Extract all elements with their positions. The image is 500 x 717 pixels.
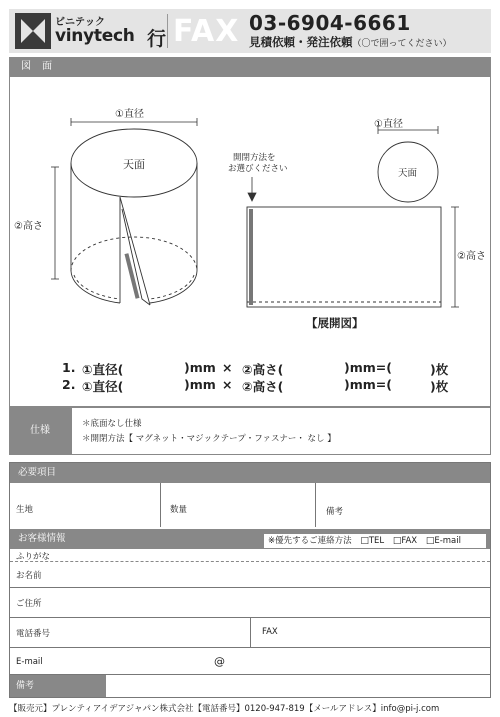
order-line-height: ②高さ( — [242, 379, 284, 394]
order-line-unit: )枚 — [430, 362, 449, 377]
order-line-mm1: )mm — [184, 377, 216, 392]
cylinder-diameter-label: ①直径 — [115, 109, 144, 120]
cylinder-top-label: 天面 — [123, 158, 145, 171]
fabric-label: 生地 — [16, 505, 34, 515]
pref-email-label: E-mail — [434, 536, 461, 546]
development-height-label: ②高さ — [457, 251, 486, 262]
quantity-label: 数量 — [170, 505, 188, 515]
required-section — [9, 462, 491, 698]
header-bar — [9, 9, 491, 53]
pref-fax-label: FAX — [401, 536, 418, 546]
remarks-label: 備考 — [326, 507, 344, 517]
logo-addressee-suffix: 行 — [147, 28, 167, 50]
order-line-height: ②高さ( — [242, 362, 284, 377]
divider — [160, 483, 161, 527]
checkbox-icon: □ — [392, 536, 402, 546]
order-line-number: 1. — [62, 360, 76, 375]
order-line-times: × — [222, 377, 233, 392]
order-line-diameter: ①直径( — [82, 362, 124, 377]
development-diameter-label: ①直径 — [374, 119, 403, 130]
drawing-section — [9, 77, 491, 407]
divider — [10, 587, 490, 588]
logo-kana: ビニテック — [55, 17, 105, 28]
order-line-mm2: )mm=( — [344, 360, 392, 375]
order-line-number: 2. — [62, 377, 76, 392]
phone-label: 電話番号 — [16, 629, 51, 639]
cylinder-height-dim — [51, 167, 59, 279]
spec-label: 仕様 — [9, 407, 71, 455]
contact-pref-label: ※優先するご連絡方法 — [268, 536, 352, 546]
drawing-section-title: 図 面 — [9, 57, 491, 77]
development-top-label: 天面 — [398, 168, 418, 179]
cylinder-diagram — [10, 77, 490, 407]
email-label: E-mail — [16, 657, 43, 667]
furigana-divider — [10, 561, 490, 562]
order-line-times: × — [222, 360, 233, 375]
development-caption: 【展開図】 — [306, 316, 364, 330]
divider — [250, 617, 251, 647]
spec-bottomless: ＊底面なし仕様 — [82, 419, 142, 429]
form-purpose-text: 見積依頼・発注依頼 — [249, 35, 353, 49]
order-line-unit: )枚 — [430, 379, 449, 394]
spec-closure-options[interactable]: ＊開閉方法【 マグネット・マジックテープ・ファスナー・ なし 】 — [82, 434, 336, 444]
header-divider — [167, 14, 168, 48]
address-label: ご住所 — [16, 599, 42, 609]
divider — [315, 483, 316, 527]
pref-email-checkbox[interactable] — [426, 536, 461, 546]
name-label: お名前 — [16, 571, 42, 581]
order-line-mm2: )mm=( — [344, 377, 392, 392]
logo-name: vinytech — [55, 26, 135, 46]
furigana-label: ふりがな — [16, 552, 51, 562]
closure-strip-development — [249, 209, 253, 305]
divider — [10, 647, 490, 648]
required-title: 必要項目 — [10, 463, 490, 483]
fax-number: 03-6904-6661 — [249, 11, 411, 35]
fax-label: FAX — [173, 14, 240, 49]
contact-preference — [264, 534, 486, 548]
spec-box — [71, 407, 491, 455]
checkbox-icon: □ — [425, 536, 435, 546]
form-purpose-note: （〇で囲ってください） — [352, 39, 452, 49]
cylinder-height-label: ②高さ — [14, 221, 43, 232]
closure-note-line1: 開閉方法を — [233, 153, 276, 163]
checkbox-icon: □ — [360, 536, 369, 546]
vinytech-logo-icon — [15, 13, 51, 49]
email-at-mark: @ — [214, 655, 225, 668]
order-line-diameter: ①直径( — [82, 379, 124, 394]
pref-tel-checkbox[interactable] — [360, 536, 384, 546]
closure-note-line2: お選びください — [228, 164, 288, 174]
form-purpose — [249, 34, 452, 50]
pref-tel-label: TEL — [368, 536, 385, 546]
customer-info-title: お客様情報 — [10, 529, 490, 549]
footer-seller-info: 【販売元】プレンティアイデアジャパン株式会社【電話番号】0120-947-819【メールアドレス】info@pi-j.com — [9, 704, 440, 714]
fax-field-label: FAX — [262, 627, 278, 637]
order-line-mm1: )mm — [184, 360, 216, 375]
pref-fax-checkbox[interactable] — [393, 536, 417, 546]
notes-label: 備考 — [10, 675, 106, 697]
closure-arrow — [248, 177, 256, 201]
